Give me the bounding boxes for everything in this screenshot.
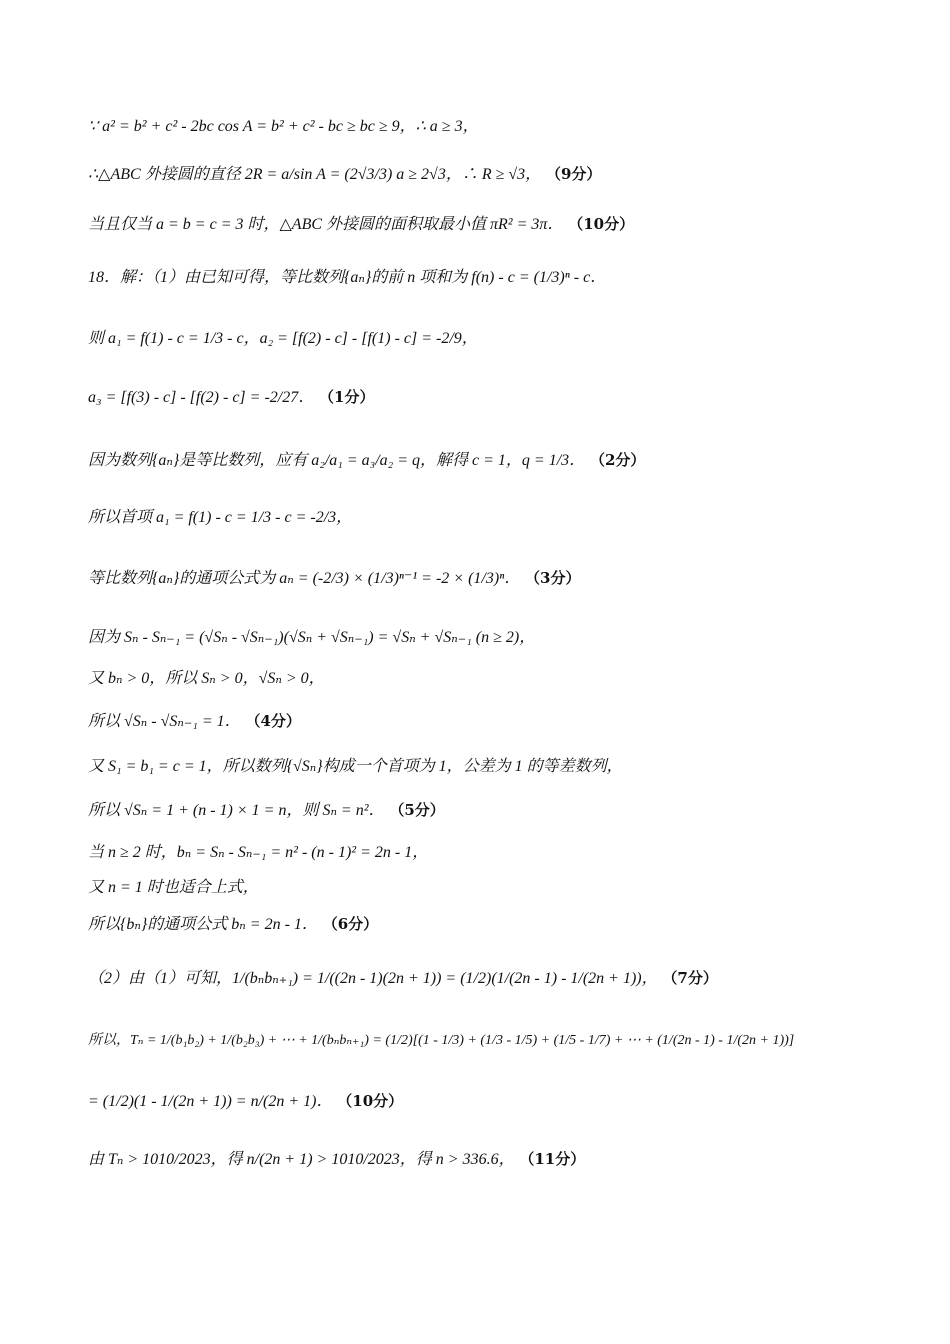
solution-line-16: 又 n = 1 时也适合上式， xyxy=(88,879,259,896)
solution-line-12: 所以 √Sₙ - √Sₙ₋₁ = 1． （4分） xyxy=(88,712,301,730)
solution-line-6: a₃ = [f(3) - c] - [f(2) - c] = -2/27． （1分） xyxy=(88,388,375,406)
score-label: （10分） xyxy=(568,215,635,233)
solution-line-3: 当且仅当 a = b = c = 3 时，△ABC 外接圆的面积取最小值 πR² = 3π． （10分） xyxy=(88,215,635,233)
solution-line-2: ∴△ABC 外接圆的直径 2R = a/sin A = (2√3/3) a ≥ 2√3，∴ R ≥ √3， （9分） xyxy=(88,165,602,183)
score-label: （2分） xyxy=(589,451,646,469)
solution-line-9: 等比数列{aₙ}的通项公式为 aₙ = (-2/3) × (1/3)ⁿ⁻¹ = -2 × (1/3)ⁿ． （3分） xyxy=(88,569,581,587)
solution-line-11: 又 bₙ > 0，所以 Sₙ > 0，√Sₙ > 0， xyxy=(88,670,325,687)
solution-line-14: 所以 √Sₙ = 1 + (n - 1) × 1 = n，则 Sₙ = n²． （5分） xyxy=(88,801,445,819)
solution-line-18: （2）由（1）可知，1/(bₙbₙ₊₁) = 1/((2n - 1)(2n + 1)) = (1/2)(1/(2n - 1) - 1/(2n + 1))， （7分） xyxy=(88,969,718,987)
score-label: （9分） xyxy=(545,165,602,183)
score-label: （6分） xyxy=(322,915,379,933)
solution-line-15: 当 n ≥ 2 时，bₙ = Sₙ - Sₙ₋₁ = n² - (n - 1)² = 2n - 1， xyxy=(88,844,429,861)
solution-line-10: 因为 Sₙ - Sₙ₋₁ = (√Sₙ - √Sₙ₋₁)(√Sₙ + √Sₙ₋₁) = √Sₙ + √Sₙ₋₁ (n ≥ 2)， xyxy=(88,629,536,646)
solution-line-20: = (1/2)(1 - 1/(2n + 1)) = n/(2n + 1)． （10分） xyxy=(88,1092,404,1110)
solution-line-7: 因为数列{aₙ}是等比数列，应有 a₂/a₁ = a₃/a₂ = q，解得 c = 1，q = 1/3． （2分） xyxy=(88,451,646,469)
score-label: （7分） xyxy=(662,969,718,987)
solution-line-19: 所以，Tₙ = 1/(b₁b₂) + 1/(b₂b₃) + ⋯ + 1/(bₙbₙ₊₁) = (1/2)[(1 - 1/3) + (1/3 - 1/5) + (1/5 - 1/7) + ⋯ + (1/(2n - 1) - 1/(2n + 1))] xyxy=(88,1033,795,1048)
score-label: （1分） xyxy=(319,388,375,406)
solution-line-13: 又 S₁ = b₁ = c = 1，所以数列{√Sₙ}构成一个首项为 1，公差为 1 的等差数列， xyxy=(88,758,623,775)
score-label: （3分） xyxy=(525,569,581,587)
solution-line-1: ∵ a² = b² + c² - 2bc cos A = b² + c² - bc ≥ bc ≥ 9，∴ a ≥ 3， xyxy=(88,118,479,135)
score-label: （4分） xyxy=(245,712,301,730)
score-label: （5分） xyxy=(389,801,445,819)
solution-line-21: 由 Tₙ > 1010/2023，得 n/(2n + 1) > 1010/2023，得 n > 336.6， （11分） xyxy=(88,1150,586,1168)
solution-line-5: 则 a₁ = f(1) - c = 1/3 - c，a₂ = [f(2) - c] - [f(1) - c] = -2/9， xyxy=(88,330,478,347)
solution-line-17: 所以{bₙ}的通项公式 bₙ = 2n - 1． （6分） xyxy=(88,915,379,933)
score-label: （11分） xyxy=(519,1150,586,1168)
solution-line-8: 所以首项 a₁ = f(1) - c = 1/3 - c = -2/3， xyxy=(88,509,353,526)
score-label: （10分） xyxy=(337,1092,404,1110)
problem-18-heading: 18．解：（1）由已知可得，等比数列{aₙ}的前 n 项和为 f(n) - c = (1/3)ⁿ - c． xyxy=(88,269,607,286)
